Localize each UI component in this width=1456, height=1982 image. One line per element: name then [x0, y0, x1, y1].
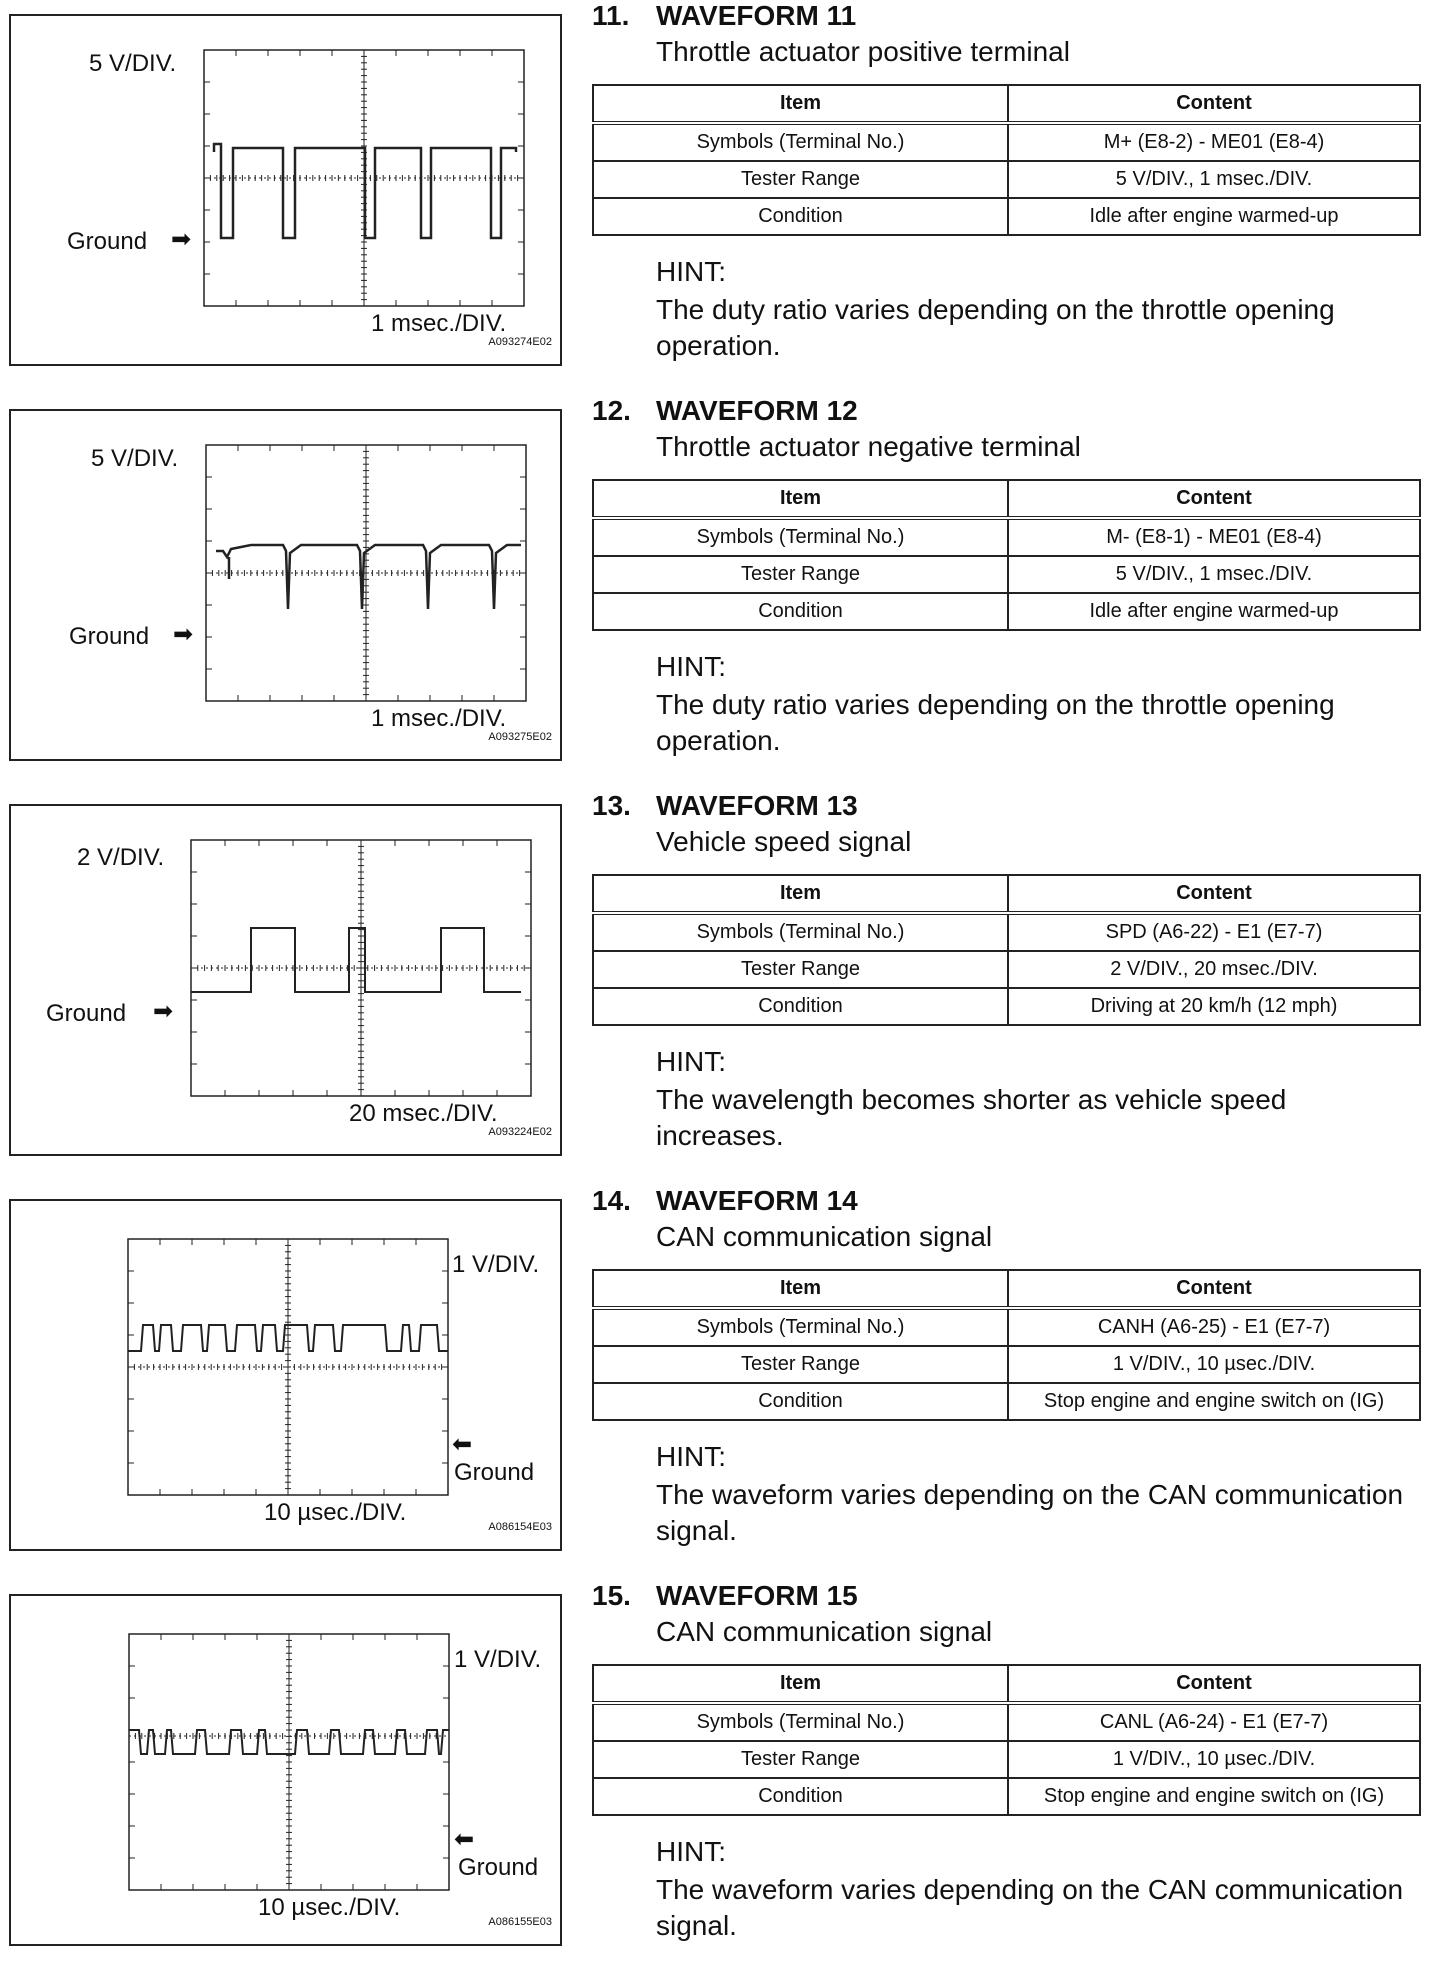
- table-row: [593, 1778, 1420, 1815]
- table-row: [593, 556, 1420, 593]
- hint-text: The waveform varies depending on the CAN communication signal.: [656, 1874, 1404, 1941]
- volt-div-label: 5 V/DIV.: [89, 50, 177, 77]
- row-content: 5 V/DIV., 1 msec./DIV.: [1008, 161, 1420, 198]
- row-content: M- (E8-1) - ME01 (E8-4): [1008, 518, 1420, 556]
- spec-table: [592, 1269, 1421, 1421]
- oscilloscope-figure: [9, 409, 562, 761]
- header-content: Content: [1008, 1665, 1420, 1703]
- row-content: Stop engine and engine switch on (IG): [1008, 1383, 1420, 1420]
- waveform-trace: [214, 144, 516, 238]
- time-div-label: 1 msec./DIV.: [371, 310, 507, 337]
- row-item: Condition: [593, 593, 1008, 630]
- waveform-trace: [216, 545, 521, 609]
- row-item: Symbols (Terminal No.): [593, 1703, 1008, 1741]
- row-content: 1 V/DIV., 10 µsec./DIV.: [1008, 1346, 1420, 1383]
- waveform-section-12: [0, 395, 1456, 790]
- volt-div-label: 1 V/DIV.: [452, 1251, 540, 1278]
- section-number: 11.: [592, 0, 630, 31]
- header-content: Content: [1008, 85, 1420, 123]
- volt-div-label: 5 V/DIV.: [91, 445, 179, 472]
- row-item: Condition: [593, 1383, 1008, 1420]
- oscilloscope-figure: [9, 1594, 562, 1946]
- figure-id: A086154E03: [488, 1521, 552, 1533]
- row-content: CANL (A6-24) - E1 (E7-7): [1008, 1703, 1420, 1741]
- spec-table: [592, 1664, 1421, 1816]
- header-content: Content: [1008, 875, 1420, 913]
- waveform-section-11: [0, 0, 1456, 395]
- ground-arrow-icon: ⬅: [454, 1826, 475, 1853]
- section-title: WAVEFORM 11: [656, 0, 857, 31]
- time-div-label: 10 µsec./DIV.: [258, 1894, 401, 1921]
- waveform-heading: [592, 790, 858, 822]
- table-row: [593, 951, 1420, 988]
- row-item: Symbols (Terminal No.): [593, 518, 1008, 556]
- ground-arrow-icon: ➡: [153, 998, 174, 1025]
- table-row: [593, 1703, 1420, 1741]
- spec-table: [592, 479, 1421, 631]
- header-item: Item: [593, 1270, 1008, 1308]
- row-content: SPD (A6-22) - E1 (E7-7): [1008, 913, 1420, 951]
- section-title: WAVEFORM 14: [656, 1185, 858, 1216]
- time-div-label: 10 µsec./DIV.: [264, 1499, 407, 1526]
- ground-label: Ground: [67, 228, 148, 255]
- section-subtitle: Throttle actuator positive terminal: [656, 36, 1070, 67]
- hint-label: HINT:: [656, 1836, 726, 1867]
- waveform-heading: [592, 0, 856, 32]
- row-content: CANH (A6-25) - E1 (E7-7): [1008, 1308, 1420, 1346]
- hint-text: The duty ratio varies depending on the throttle opening operation.: [656, 689, 1335, 756]
- row-content: 2 V/DIV., 20 msec./DIV.: [1008, 951, 1420, 988]
- section-subtitle: Throttle actuator negative terminal: [656, 431, 1081, 462]
- header-content: Content: [1008, 1270, 1420, 1308]
- table-row: [593, 198, 1420, 235]
- row-item: Symbols (Terminal No.): [593, 913, 1008, 951]
- figure-id: A086155E03: [488, 1916, 552, 1928]
- oscilloscope-figure: [9, 804, 562, 1156]
- table-row: [593, 123, 1420, 161]
- header-item: Item: [593, 85, 1008, 123]
- hint-text: The duty ratio varies depending on the throttle opening operation.: [656, 294, 1335, 361]
- time-div-label: 1 msec./DIV.: [371, 705, 507, 732]
- row-item: Tester Range: [593, 1741, 1008, 1778]
- section-subtitle: CAN communication signal: [656, 1221, 993, 1252]
- row-item: Condition: [593, 198, 1008, 235]
- table-row: [593, 1308, 1420, 1346]
- time-div-label: 20 msec./DIV.: [349, 1100, 498, 1127]
- waveform-section-13: [0, 790, 1456, 1185]
- table-row: [593, 1346, 1420, 1383]
- waveform-section-15: [0, 1580, 1456, 1975]
- header-content: Content: [1008, 480, 1420, 518]
- section-number: 14.: [592, 1185, 631, 1216]
- table-row: [593, 913, 1420, 951]
- figure-id: A093224E02: [488, 1126, 552, 1138]
- ground-arrow-icon: ➡: [173, 621, 194, 648]
- row-item: Tester Range: [593, 161, 1008, 198]
- section-subtitle: Vehicle speed signal: [656, 826, 912, 857]
- header-item: Item: [593, 875, 1008, 913]
- waveform-heading: [592, 395, 858, 427]
- hint-label: HINT:: [656, 1441, 726, 1472]
- waveform-heading: [592, 1580, 858, 1612]
- section-title: WAVEFORM 12: [656, 395, 858, 426]
- section-number: 13.: [592, 790, 631, 821]
- ground-arrow-icon: ⬅: [452, 1431, 473, 1458]
- row-item: Condition: [593, 988, 1008, 1025]
- section-number: 12.: [592, 395, 631, 426]
- row-item: Symbols (Terminal No.): [593, 1308, 1008, 1346]
- hint-label: HINT:: [656, 256, 726, 287]
- row-content: Driving at 20 km/h (12 mph): [1008, 988, 1420, 1025]
- table-row: [593, 1741, 1420, 1778]
- ground-arrow-icon: ➡: [171, 226, 192, 253]
- table-row: [593, 1383, 1420, 1420]
- waveform-heading: [592, 1185, 858, 1217]
- table-row: [593, 593, 1420, 630]
- row-item: Tester Range: [593, 951, 1008, 988]
- figure-id: A093275E02: [488, 731, 552, 743]
- spec-table: [592, 874, 1421, 1026]
- row-content: Idle after engine warmed-up: [1008, 593, 1420, 630]
- section-number: 15.: [592, 1580, 631, 1611]
- row-content: Idle after engine warmed-up: [1008, 198, 1420, 235]
- hint-label: HINT:: [656, 1046, 726, 1077]
- section-title: WAVEFORM 15: [656, 1580, 858, 1611]
- header-item: Item: [593, 1665, 1008, 1703]
- ground-label: Ground: [46, 1000, 127, 1027]
- row-item: Tester Range: [593, 1346, 1008, 1383]
- ground-label: Ground: [69, 623, 150, 650]
- row-item: Symbols (Terminal No.): [593, 123, 1008, 161]
- section-subtitle: CAN communication signal: [656, 1616, 993, 1647]
- hint-label: HINT:: [656, 651, 726, 682]
- volt-div-label: 1 V/DIV.: [454, 1646, 542, 1673]
- table-row: [593, 988, 1420, 1025]
- oscilloscope-figure: [9, 1199, 562, 1551]
- waveform-section-14: [0, 1185, 1456, 1580]
- row-content: 1 V/DIV., 10 µsec./DIV.: [1008, 1741, 1420, 1778]
- table-row: [593, 161, 1420, 198]
- ground-label: Ground: [454, 1459, 535, 1486]
- row-content: M+ (E8-2) - ME01 (E8-4): [1008, 123, 1420, 161]
- section-title: WAVEFORM 13: [656, 790, 858, 821]
- spec-table: [592, 84, 1421, 236]
- figure-id: A093274E02: [488, 336, 552, 348]
- ground-label: Ground: [458, 1854, 539, 1881]
- waveform-trace: [191, 928, 521, 992]
- hint-text: The waveform varies depending on the CAN communication signal.: [656, 1479, 1404, 1546]
- header-item: Item: [593, 480, 1008, 518]
- row-content: 5 V/DIV., 1 msec./DIV.: [1008, 556, 1420, 593]
- row-content: Stop engine and engine switch on (IG): [1008, 1778, 1420, 1815]
- row-item: Tester Range: [593, 556, 1008, 593]
- oscilloscope-figure: [9, 14, 562, 366]
- hint-text: The wavelength becomes shorter as vehicle speed increases.: [656, 1084, 1287, 1151]
- table-row: [593, 518, 1420, 556]
- volt-div-label: 2 V/DIV.: [77, 844, 165, 871]
- row-item: Condition: [593, 1778, 1008, 1815]
